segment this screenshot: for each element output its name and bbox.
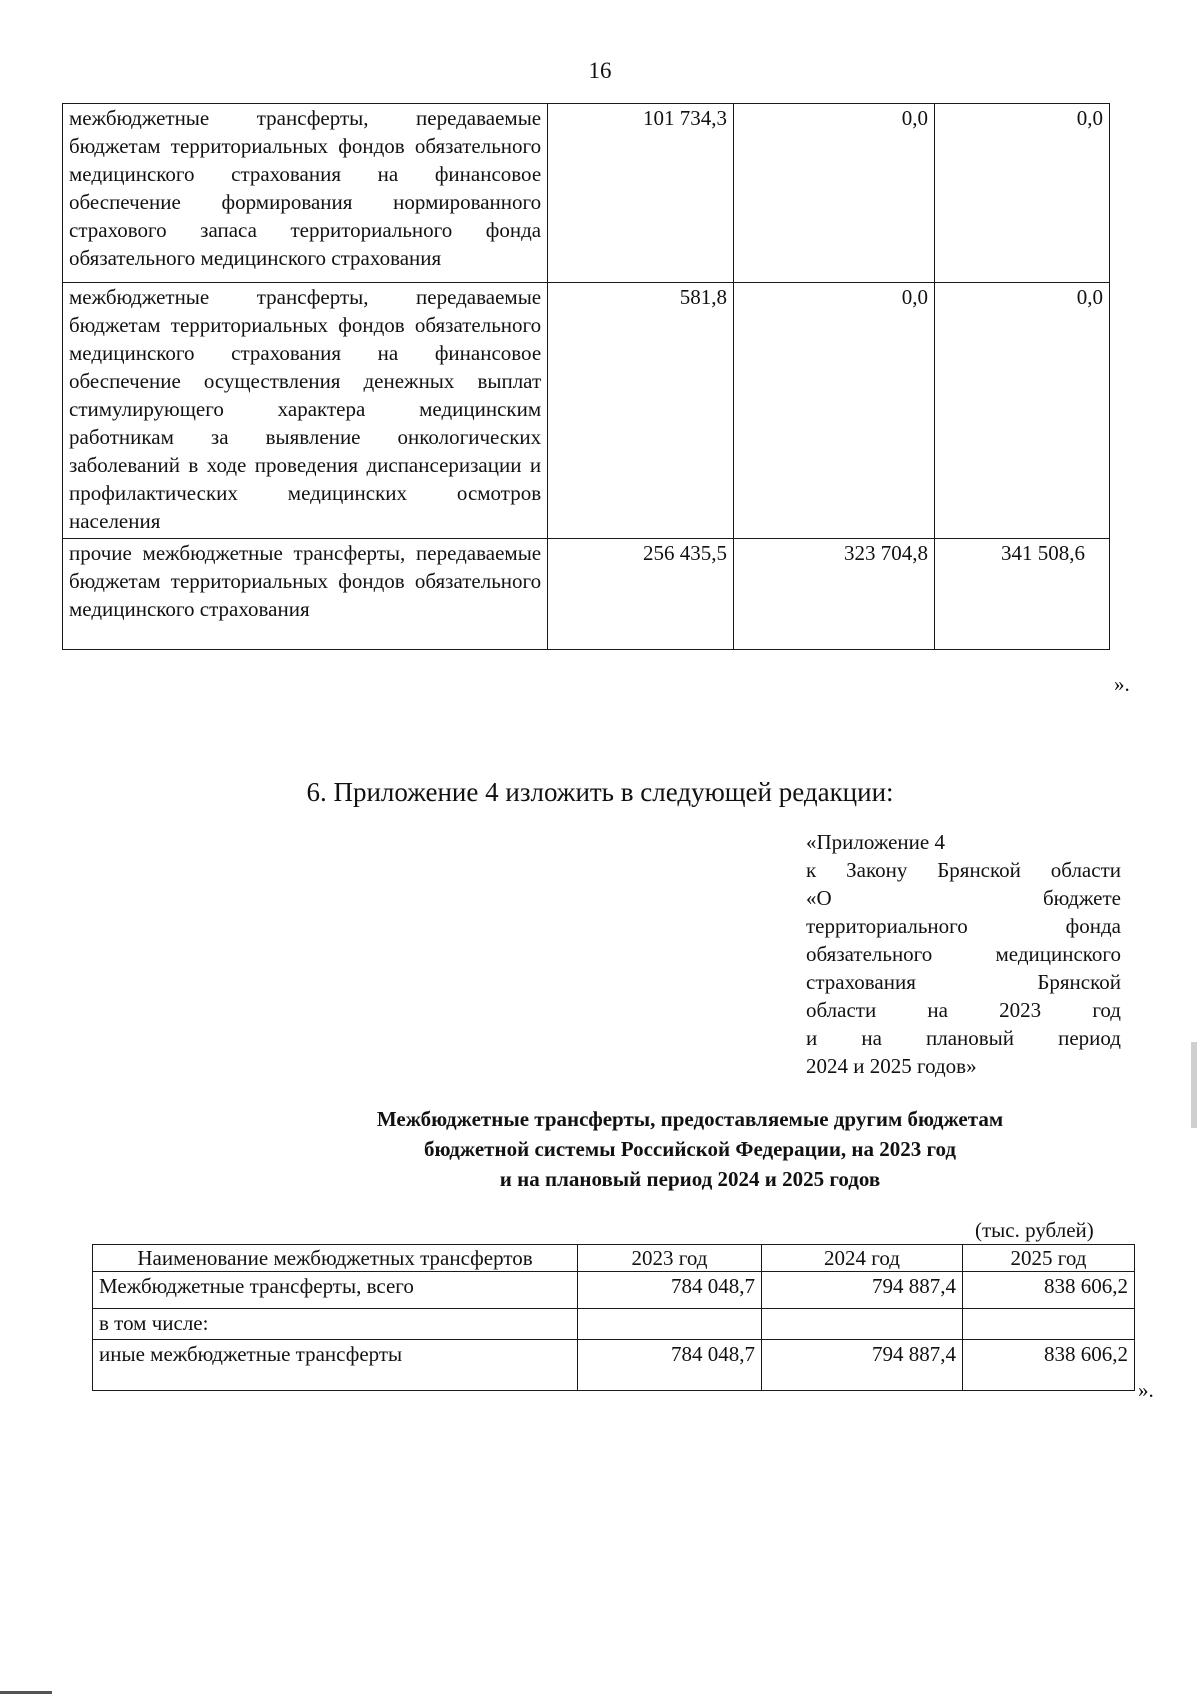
section-heading: 6. Приложение 4 изложить в следующей редакции: <box>306 777 894 807</box>
appendix-header-line: области на 2023 год <box>806 998 1121 1022</box>
continuation-table <box>62 103 1110 650</box>
value-2025: 838 606,2 <box>963 1340 1135 1391</box>
appendix-header-line: к Закону Брянской области <box>806 858 1121 882</box>
table-row <box>93 1340 1135 1391</box>
table-row <box>63 539 1110 650</box>
header-2025: 2025 год <box>963 1245 1135 1272</box>
value-2023: 256 435,5 <box>548 539 734 650</box>
table-row <box>63 104 1110 283</box>
appendix-header-line: обязательного медицинского <box>806 942 1121 966</box>
appendix-header-line: территориального фонда <box>806 914 1121 938</box>
value-2024: 0,0 <box>733 283 934 539</box>
row-name: в том числе: <box>93 1309 578 1340</box>
closing-quote: ». <box>1114 672 1130 696</box>
table-title-line: бюджетной системы Российской Федерации, на 2023 год <box>423 1137 957 1161</box>
table-row <box>93 1309 1135 1340</box>
value-2025 <box>963 1309 1135 1340</box>
row-name: Межбюджетные трансферты, всего <box>93 1272 578 1309</box>
page-edge-mark <box>1191 1042 1197 1128</box>
value-2024: 794 887,4 <box>762 1272 963 1309</box>
row-name: иные межбюджетные трансферты <box>93 1340 578 1391</box>
value-2023: 101 734,3 <box>548 104 734 283</box>
value-2023: 784 048,7 <box>578 1272 762 1309</box>
table-title <box>0 1104 1200 1194</box>
value-2025: 0,0 <box>934 283 1109 539</box>
appendix-header-line: «Приложение 4 <box>806 830 945 854</box>
transfers-table <box>92 1244 1135 1391</box>
row-name: межбюджетные трансферты, передаваемые бюджетам территориальных фондов обязательного медицинского страхования на финансовое обеспечение формирования нормированного страхового запаса территориального фонда обязательного медицинского страхования <box>63 104 548 283</box>
value-2023: 784 048,7 <box>578 1340 762 1391</box>
footer-mark <box>0 1691 52 1694</box>
value-2024: 0,0 <box>733 104 934 283</box>
header-name: Наименование межбюджетных трансфертов <box>93 1245 578 1272</box>
value-2025: 838 606,2 <box>963 1272 1135 1309</box>
units-label: (тыс. рублей) <box>975 1218 1094 1242</box>
table-row <box>63 283 1110 539</box>
table-header-row <box>93 1245 1135 1272</box>
header-2024: 2024 год <box>762 1245 963 1272</box>
table-row <box>93 1272 1135 1309</box>
row-name: прочие межбюджетные трансферты, передаваемые бюджетам территориальных фондов обязательного медицинского страхования <box>63 539 548 650</box>
appendix-header-line: страхования Брянской <box>806 970 1121 994</box>
closing-quote: ». <box>1138 1378 1154 1402</box>
appendix-header-line: и на плановый период <box>806 1026 1121 1050</box>
appendix-header-line: 2024 и 2025 годов» <box>806 1054 977 1078</box>
page-number: 16 <box>588 58 612 83</box>
value-2023: 581,8 <box>548 283 734 539</box>
row-name: межбюджетные трансферты, передаваемые бюджетам территориальных фондов обязательного медицинского страхования на финансовое обеспечение осуществления денежных выплат стимулирующего характера медицинским работникам за выявление онкологических заболеваний в ходе проведения диспансеризации и профилактических медицинских осмотров населения <box>63 283 548 539</box>
value-2024: 794 887,4 <box>762 1340 963 1391</box>
header-2023: 2023 год <box>578 1245 762 1272</box>
value-2024: 323 704,8 <box>733 539 934 650</box>
value-2025: 0,0 <box>934 104 1109 283</box>
appendix-header <box>806 828 1121 1080</box>
table-title-line: и на плановый период 2024 и 2025 годов <box>499 1167 881 1191</box>
appendix-header-line: «О бюджете <box>806 886 1121 910</box>
value-2023 <box>578 1309 762 1340</box>
table-title-line: Межбюджетные трансферты, предоставляемые другим бюджетам <box>376 1107 1004 1131</box>
value-2024 <box>762 1309 963 1340</box>
value-2025: 341 508,6 <box>934 539 1109 650</box>
